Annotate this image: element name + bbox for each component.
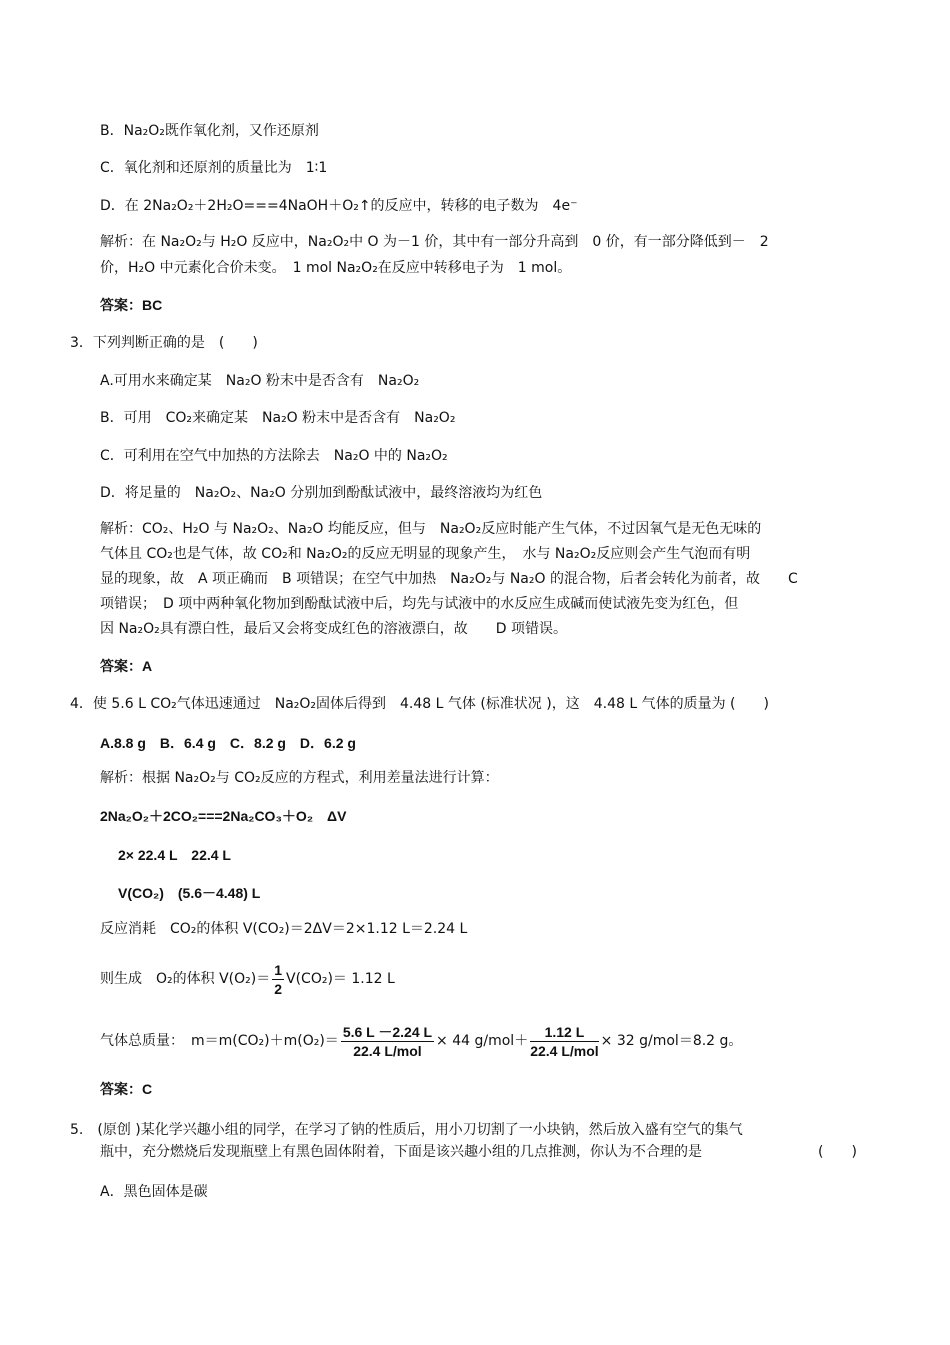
analysis-line: 因 Na₂O₂具有漂白性，最后又会将变成红色的溶液漂白，故 D 项错误。 (100, 621, 567, 637)
option-a: A．黑色固体是碳 (100, 1184, 208, 1200)
fraction-numerator: 5.6 L －2.24 L (342, 1023, 433, 1040)
calc-line: 反应消耗 CO₂的体积 V(CO₂)＝2ΔV＝2×1.12 L＝2.24 L (100, 921, 468, 937)
question-4-options: A.8.8 g B．6.4 g C．8.2 g D．6.2 g (100, 735, 356, 751)
question-5-stem-cont: 瓶中，充分燃烧后发现瓶壁上有黑色固体附着，下面是该兴趣小组的几点推测，你认为不合理的是 (100, 1144, 702, 1160)
reaction-volume-row: 2× 22.4 L 22.4 L (118, 847, 231, 863)
fraction-numerator: 1 (274, 961, 283, 978)
equation-prefix: 则生成 O₂的体积 V(O₂)＝ (100, 971, 271, 987)
option-b: B．Na₂O₂既作氧化剂，又作还原剂 (100, 123, 319, 139)
analysis-line: 解析：在 Na₂O₂与 H₂O 反应中，Na₂O₂中 O 为－1 价，其中有一部分升高到 0 价，有一部分降低到－ 2 (100, 234, 769, 250)
oxygen-volume-equation (100, 960, 395, 998)
fraction-numerator: 1.12 L (530, 1023, 598, 1042)
analysis-line: 解析：根据 Na₂O₂与 CO₂反应的方程式，利用差量法进行计算： (100, 770, 499, 786)
analysis-line: 显的现象，故 A 项正确而 B 项错误；在空气中加热 Na₂O₂与 Na₂O 的混合物，后者会转化为前者，故 C (100, 571, 798, 587)
total-mass-equation (100, 1022, 742, 1060)
analysis-line: 价，H₂O 中元素化合价未变。 1 mol Na₂O₂在反应中转移电子为 1 mol。 (100, 260, 572, 276)
fraction-denominator: 2 (274, 980, 283, 997)
option-d: D．在 2Na₂O₂＋2H₂O===4NaOH＋O₂↑的反应中，转移的电子数为 4e⁻ (100, 198, 578, 214)
question-4-stem: 4．使 5.6 L CO₂气体迅速通过 Na₂O₂固体后得到 4.48 L 气体 (标准状况 )，这 4.48 L 气体的质量为 ( ) (70, 696, 769, 712)
fraction-denominator: 22.4 L/mol (530, 1042, 599, 1059)
answer-line: 答案：A (100, 658, 153, 674)
analysis-line: 项错误； D 项中两种氧化物加到酚酞试液中后，均先与试液中的水反应生成碱而使试液先变为红色，但 (100, 596, 739, 612)
answer-line: 答案：C (100, 1081, 153, 1097)
reaction-equation: 2Na₂O₂＋2CO₂===2Na₂CO₃＋O₂ ΔV (100, 808, 347, 824)
option-b: B．可用 CO₂来确定某 Na₂O 粉末中是否含有 Na₂O₂ (100, 410, 456, 426)
reaction-volume-row: V(CO₂) (5.6－4.48) L (118, 885, 261, 901)
fraction (272, 961, 284, 998)
analysis-line: 解析：CO₂、H₂O 与 Na₂O₂、Na₂O 均能反应，但与 Na₂O₂反应时能产生气体，不过因氧气是无色无味的 (100, 521, 762, 537)
answer-line: 答案：BC (100, 297, 163, 313)
fraction (530, 1023, 598, 1060)
question-3-stem: 3．下列判断正确的是 ( ) (70, 335, 258, 351)
equation-mid: × 44 g/mol＋ (436, 1033, 529, 1049)
question-5-stem: 5. (原创 )某化学兴趣小组的同学，在学习了钠的性质后，用小刀切割了一小块钠，然后放入盛有空气的集气 (70, 1122, 743, 1138)
analysis-line: 气体且 CO₂也是气体，故 CO₂和 Na₂O₂的反应无明显的现象产生， 水与 Na₂O₂反应则会产生气泡而有明 (100, 546, 751, 562)
equation-prefix: 气体总质量： m＝m(CO₂)＋m(O₂)＝ (100, 1033, 339, 1049)
equation-suffix: V(CO₂)＝ 1.12 L (286, 971, 395, 987)
option-d: D．将足量的 Na₂O₂、Na₂O 分别加到酚酞试液中，最终溶液均为红色 (100, 485, 543, 501)
fraction (341, 1023, 434, 1060)
option-c: C．可利用在空气中加热的方法除去 Na₂O 中的 Na₂O₂ (100, 448, 448, 464)
equation-suffix: × 32 g/mol＝8.2 g。 (600, 1033, 743, 1049)
fraction-denominator: 22.4 L/mol (353, 1042, 422, 1059)
option-c: C．氧化剂和还原剂的质量比为 1∶1 (100, 160, 328, 176)
option-a: A.可用水来确定某 Na₂O 粉末中是否含有 Na₂O₂ (100, 373, 420, 389)
answer-blank: ( ) (818, 1144, 857, 1160)
